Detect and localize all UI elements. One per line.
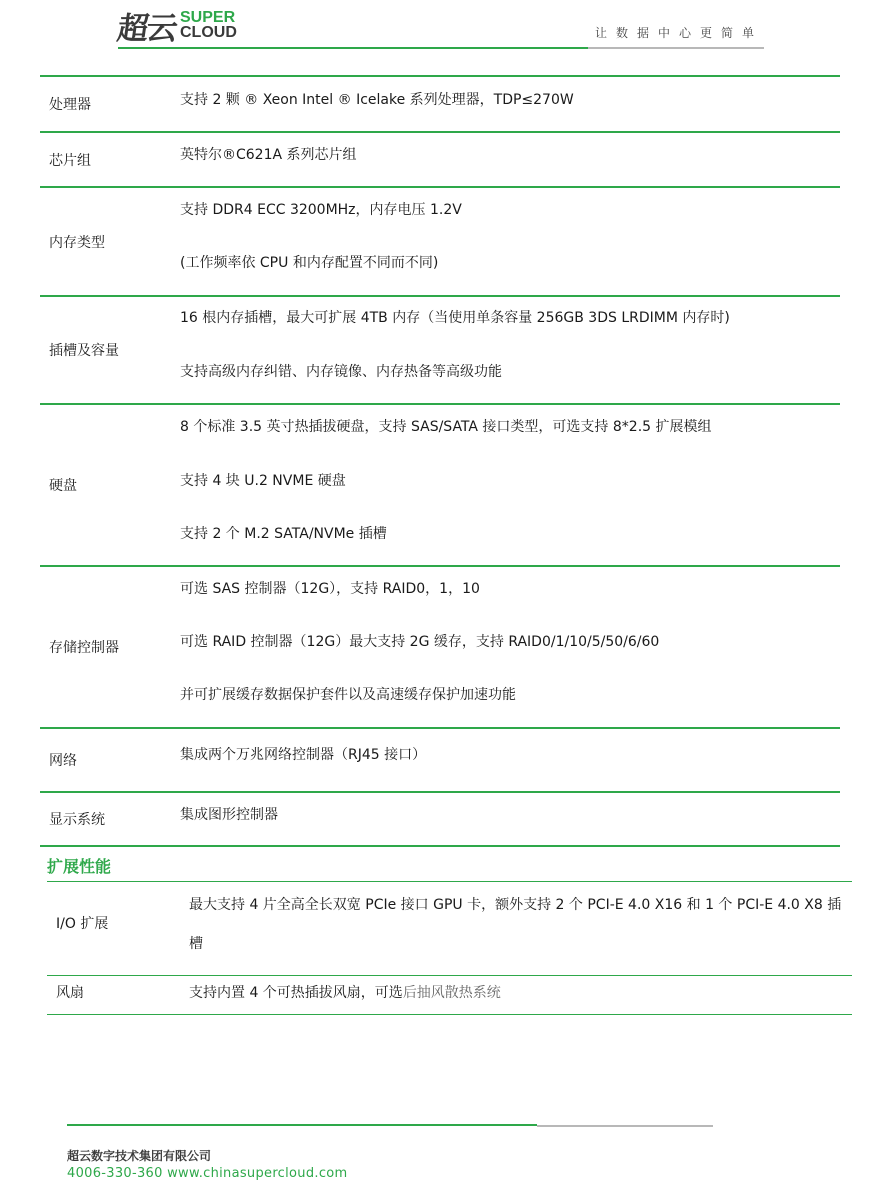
spec-value: 集成两个万兆网络控制器（RJ45 接口） [180, 747, 427, 763]
expansion-label-fan: 风扇 [56, 985, 84, 1001]
spec-value: 支持 2 颗 ® Xeon Intel ® Icelake 系列处理器，TDP≤270W [180, 92, 574, 108]
spec-value: 支持 DDR4 ECC 3200MHz，内存电压 1.2V [180, 202, 462, 218]
spec-row-memory-type [40, 186, 840, 295]
section-divider [47, 881, 852, 882]
spec-label: 处理器 [49, 97, 91, 113]
footer-divider-gray [537, 1125, 713, 1127]
spec-value: (工作频率依 CPU 和内存配置不同而不同) [180, 255, 439, 271]
spec-row-cpu [40, 75, 840, 131]
expansion-value-io-line2: 槽 [189, 936, 203, 952]
footer-divider-green [67, 1124, 537, 1126]
spec-row-chipset [40, 131, 840, 186]
fan-value-option: 后抽风散热系统 [402, 985, 501, 1001]
spec-table [40, 75, 840, 847]
company-logo [114, 4, 237, 47]
spec-row-storage-controller [40, 565, 840, 727]
spec-value: 并可扩展缓存数据保护套件以及高速缓存保护加速功能 [180, 687, 516, 703]
spec-value: 可选 RAID 控制器（12G）最大支持 2G 缓存，支持 RAID0/1/10/5/50/6/60 [180, 634, 660, 650]
spec-value: 支持高级内存纠错、内存镜像、内存热备等高级功能 [180, 364, 502, 380]
spec-row-hdd [40, 403, 840, 565]
expansion-label-io: I/O 扩展 [56, 916, 109, 932]
header-divider-gray [588, 47, 764, 49]
spec-label: 网络 [49, 753, 77, 769]
spec-value: 支持 4 块 U.2 NVME 硬盘 [180, 473, 346, 489]
expansion-divider [47, 975, 852, 976]
logo-cloud: CLOUD [180, 24, 237, 41]
logo-chinese: 超云 [114, 10, 179, 47]
spec-value: 集成图形控制器 [180, 807, 278, 823]
spec-label: 插槽及容量 [49, 343, 119, 359]
spec-value: 8 个标准 3.5 英寸热插拔硬盘，支持 SAS/SATA 接口类型，可选支持 8*2.5 扩展模组 [180, 419, 712, 435]
logo-english [180, 10, 237, 40]
footer-company: 超云数字技术集团有限公司 [67, 1149, 212, 1163]
spec-row-network [40, 727, 840, 791]
spec-label: 存储控制器 [49, 640, 119, 656]
spec-label: 硬盘 [49, 478, 77, 494]
section-title-expansion: 扩展性能 [47, 857, 112, 876]
expansion-value-io-line1: 最大支持 4 片全高全长双宽 PCIe 接口 GPU 卡，额外支持 2 个 PCI-E 4.0 X16 和 1 个 PCI-E 4.0 X8 插 [189, 897, 842, 913]
footer-contact: 4006-330-360 www.chinasupercloud.com [67, 1166, 348, 1181]
spec-row-memory-slots [40, 295, 840, 403]
slogan: 让数据中心更简单 [594, 26, 763, 40]
logo-super: SUPER [180, 9, 236, 26]
spec-label: 内存类型 [49, 234, 105, 251]
spec-value: 可选 SAS 控制器（12G），支持 RAID0，1，10 [180, 581, 480, 597]
spec-value: 支持 2 个 M.2 SATA/NVMe 插槽 [180, 526, 387, 542]
spec-value: 英特尔®C621A 系列芯片组 [180, 147, 357, 163]
spec-value: 16 根内存插槽，最大可扩展 4TB 内存（当使用单条容量 256GB 3DS LRDIMM 内存时) [180, 310, 730, 326]
expansion-value-fan [189, 982, 501, 1002]
expansion-divider-bottom [47, 1014, 852, 1015]
spec-label: 显示系统 [49, 812, 105, 828]
spec-row-display [40, 791, 840, 847]
spec-label: 芯片组 [49, 152, 91, 169]
header-divider-green [118, 47, 588, 49]
fan-value-main: 支持内置 4 个可热插拔风扇，可选 [189, 985, 403, 1001]
